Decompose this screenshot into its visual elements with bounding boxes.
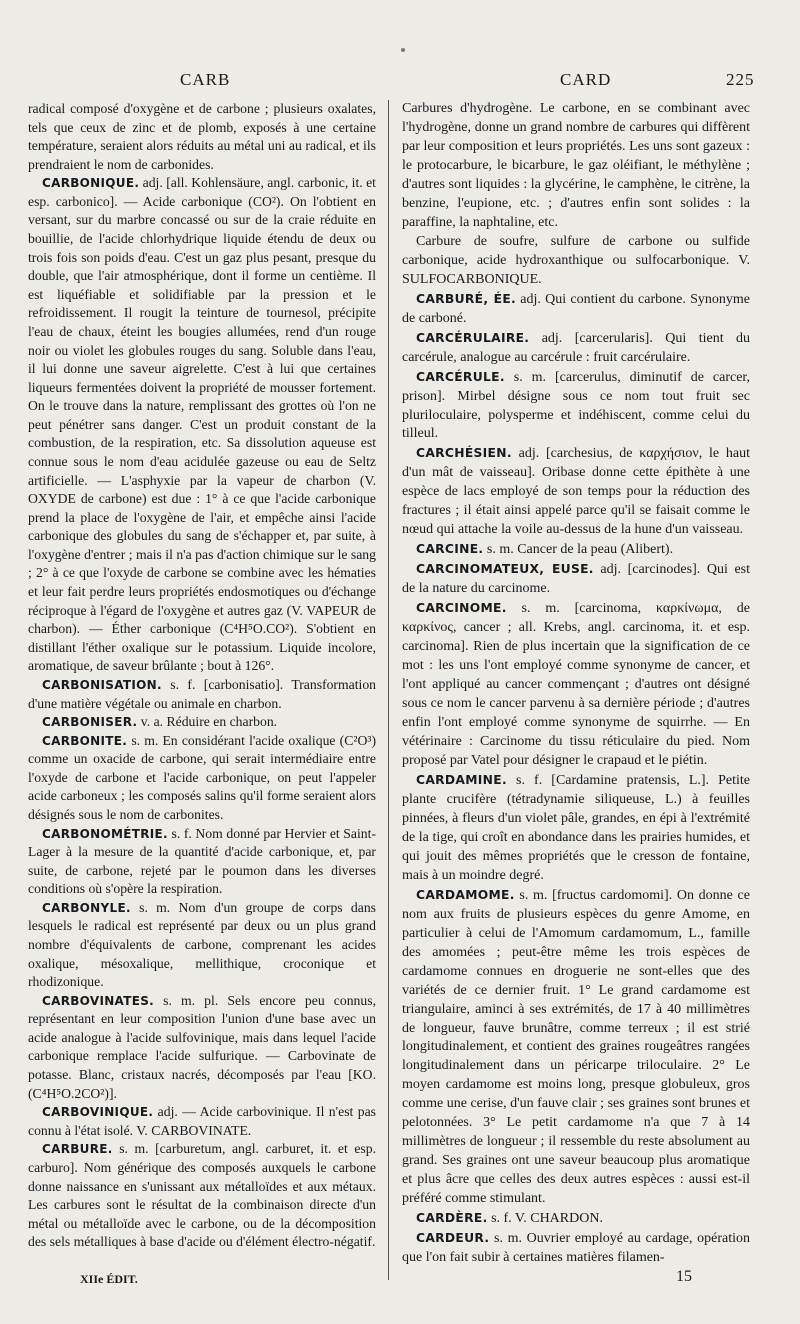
entry-carbonique: [28, 174, 376, 676]
headword: CARBURÉ, ÉE.: [416, 291, 517, 306]
running-head-right: CARD: [560, 70, 612, 89]
entry-text: s. m. Nom d'un groupe de corps dans lesquels le radical est représenté par deux ou un plus grand nombre d'équivalents de carbone, comprenant les acides oxalique, mésoxalique, mellithique, croconique et rhodizonique.: [28, 899, 377, 990]
entry-text: Carbures d'hydrogène. Le carbone, en se combinant avec l'hydrogène, donne un grand nombre de carbures qui diffèrent par leur composition et leurs propriétés. Les uns sont gazeux : le protocarbure, le bicarbure, le gaz oléifiant, le méthylène ; d'autres sont liquides : la glycérine, le camphène, le citrène, la benzine, l'eupione, etc. ; d'autres enfin sont solides : la paraffine, la naphtaline, etc.: [402, 101, 750, 230]
entry-text: s. f. Nom donné par Hervier et Saint-Lager à la mesure de la quantité d'acide carbonique, et, par suite, de carbone, rejeté par le poumon dans les diverses conditions où s'opère la respiration.: [28, 825, 377, 897]
headword: CARBONIQUE.: [42, 176, 140, 191]
entry-carbovinates: [28, 992, 376, 1103]
entry-text: adj. [carchesius, de καρχήσιον, le haut d'un mât de vaisseau]. Oribase donne cette épithète à une espèce de lacs employé de son temps pour la réduction des fractures ; il était ainsi appelé parce qu'il se faisait comme le nœud qui attache la voile au-dessus de la hune d'un vaisseau.: [402, 446, 751, 538]
entry-text: s. m. [carcinoma, καρκίνωμα, de καρκίνος, cancer ; all. Krebs, angl. carcinoma, it. et esp. carcinoma]. Rien de plus incertain que la signification de ce mot : les uns l'ont employé comme synonyme de cancer, et l'ont appliqué au cancer commençant ; d'autres ont désigné sous ce nom le cancer parvenu à sa dernière période ; d'autres enfin l'ont employé comme synonyme de squirrhe. — En vétérinaire : Carcinome du tissu réticulaire du pied. Nom proposé par Vatel pour désigner le crapaud et le piétin.: [402, 601, 750, 768]
entry-carbonyle: [28, 899, 376, 992]
entry-text: s. m. Cancer de la peau (Alibert).: [486, 542, 674, 558]
headword: CARCÉRULE.: [416, 369, 505, 384]
right-column: [402, 100, 750, 1268]
signature-mark: 15: [676, 1268, 692, 1285]
print-mark: [401, 48, 405, 52]
entry-text: s. m. Ouvrier employé au cardage, opération que l'on fait subir à certaines matières filamen-: [402, 1231, 751, 1266]
entry-carchesien: [402, 444, 750, 540]
headword: CARDEUR.: [416, 1231, 490, 1246]
headword: CARBOVINIQUE.: [42, 1105, 154, 1120]
entry-carbonisation: [28, 676, 376, 713]
entry-text: Carbure de soufre, sulfure de carbone ou sulfide carbonique, acide hydroxanthique ou sulfocarbonique. V. SULFOCARBONIQUE.: [402, 233, 750, 287]
headword: CARBURE.: [42, 1142, 113, 1157]
headword: CARBONYLE.: [42, 900, 131, 915]
headword: CARBOVINATES.: [42, 993, 154, 1008]
headword: CARCINOMATEUX, EUSE.: [416, 562, 594, 577]
entry-text: adj. [carcinodes]. Qui est de la nature du carcinome.: [402, 562, 750, 597]
entry-text: v. a. Réduire en charbon.: [140, 714, 278, 730]
page-number: 225: [726, 70, 755, 89]
entry-carcerule: [402, 368, 750, 445]
entry-carcerulaire: [402, 329, 750, 368]
entry-text: adj. Qui contient du carbone. Synonyme de carboné.: [402, 291, 750, 326]
entry-carbure: [28, 1140, 376, 1251]
entry-text: s. f. [Cardamine pratensis, L.]. Petite plante crucifère (tétradynamie siliqueuse, L.) à feuilles pinnées, à fleurs d'un violet pâle, grandes, en épi à l'extrémité de la tige, qui croît en abondance dans les prairies humides, et qui jouit des mêmes propriétés que le cresson de fontaine, mais à un moindre degré.: [402, 772, 751, 883]
headword: CARBONISER.: [42, 715, 138, 730]
running-head-left: CARB: [180, 70, 231, 89]
entry-carbonometrie: [28, 825, 376, 899]
entry-carbovinique: [28, 1103, 376, 1140]
entry-text: s. m. pl. Sels encore peu connus, représentant en leur composition l'union d'une base avec un acide analogue à l'acide sulfovinique, mais dans lequel l'acide carbonique remplace l'acide sulfurique. — Carbovinate de potasse. Blanc, cristaux nacrés, décomposés par l'eau [KO.(C⁴H⁵O.2CO²)].: [28, 992, 376, 1101]
entry-continuation: [28, 100, 376, 174]
entry-text: s. m. En considérant l'acide oxalique (C²O³) comme un oxacide de carbone, qui serait intermédiaire entre l'oxyde de carbone et l'acide carbonique, on peut l'appeler acide carboneux ; les composés salins qu'il forme seraient alors désignés sous le nom de carbonites.: [28, 732, 376, 822]
headword: CARDÈRE.: [416, 1211, 488, 1226]
headword: CARBONITE.: [42, 733, 128, 748]
headword: CARCÉRULAIRE.: [416, 330, 530, 345]
entry-carcine: [402, 540, 750, 560]
entry-text: adj. — Acide carbovinique. Il n'est pas connu à l'état isolé. V. CARBOVINATE.: [28, 1104, 376, 1138]
entry-text: s. m. [fructus cardomomi]. On donne ce nom aux fruits de plusieurs espèces du genre Amome, en particulier à celui de l'Amomum cardamomum, L., famille des amomées ; peut-être même les trois espèces de cardamome connues en droguerie ne sont-elles que des variétés de ce dernier fruit. 1° Le grand cardamome est triangulaire, aminci à ses extrémités, de 17 à 40 millimètres de longueur, fauve brunâtre, comme terreux ; il est strié longitudinalement, et contient des graines rougeâtres rangées longitudinalement dans un péricarpe triloculaire. 2° Le moyen cardamome est moins long, presque globuleux, gros comme une cerise, d'un fauve clair ; ses graines sont brunes et pelotonnées. 3° Le petit cardamome n'a que 7 à 14 millimètres de longueur ; il ressemble du reste absolument au grand. Ses graines ont une saveur beaucoup plus aromatique et plus âcre que celles des deux autres espèces : aussi est-il préféré comme stimulant.: [402, 887, 750, 1207]
edition-mark: XIIe ÉDIT.: [80, 1272, 138, 1286]
entry-carbonite: [28, 732, 376, 825]
headword: CARCINOME.: [416, 601, 507, 616]
entry-cardamome: [402, 886, 750, 1209]
entry-text: adj. [all. Kohlensäure, angl. carbonic, it. et esp. carbonico]. — Acide carbonique (CO²). On l'obtient en versant, sur du marbre concassé ou sur de la craie réduite en bouillie, de l'acide chlorhydrique liquide étendu de deux ou trois fois son poids d'eau. C'est un gaz plus pesant, presque du double, que l'air atmosphérique, dont il forme un centième. Il est liquéfiable et solidifiable par la pression et le refroidissement. Il rougit la teinture de tournesol, précipite l'eau de chaux, éteint les bougies allumées, rend d'un rouge noir ou violet les globules rouges du sang. Soluble dans l'eau, il lui donne une saveur aigrelette. C'est à lui que certaines liqueurs fermentées doivent la propriété de mousser fortement. On le trouve dans la nature, remplissant des grottes où l'on ne peut pénétrer sans danger. C'est un produit constant de la combustion, de la respiration, etc. Sa dissolution aqueuse est connue sous le nom d'eau acidulée gazeuse ou eau de Seltz artificielle. — L'asphyxie par la vapeur de charbon (V. OXYDE de carbone) est due : 1° à ce que l'acide carbonique prend la place de l'oxygène de l'air, et empêche ainsi l'acide carbonique des globules du sang de s'échapper et, par suite, à l'oxygène d'entrer ; mais il n'a pas d'action chimique sur le sang ; 2° à ce que l'oxyde de carbone se combine avec les hématies et leur fait perdre leurs propriétés endosmotiques ou d'échange réciproque à l'égard de l'oxygène et autres gaz (V. VAPEUR de charbon). — Éther carbonique (C⁴H⁵O.CO²). S'obtient en distillant l'éther oxalique sur le potassium. Liquide incolore, aromatique, de saveur brûlante ; bout à 126°.: [28, 175, 376, 674]
headword: CARCINE.: [416, 542, 484, 557]
entry-continuation: [402, 233, 750, 290]
headword: CARBONISATION.: [42, 677, 162, 692]
entry-text: s. m. [carcerulus, diminutif de carcer, prison]. Mirbel désigne sous ce nom tout fruit sec pluriloculaire, polysperme et indéhiscent, comme celui du tilleul.: [402, 369, 751, 442]
headword: CARDAMOME.: [416, 887, 515, 902]
headword: CARDAMINE.: [416, 772, 507, 787]
entry-carcinomateux-euse: [402, 560, 750, 599]
entry-carcinome: [402, 599, 750, 771]
entry-carboniser: [28, 713, 376, 732]
entry-text: adj. [carcerularis]. Qui tient du carcérule, analogue au carcérule : fruit carcérulaire.: [402, 330, 751, 365]
entry-carbure-ee: [402, 290, 750, 329]
headword: CARBONOMÉTRIE.: [42, 826, 168, 841]
headword: CARCHÉSIEN.: [416, 446, 512, 461]
entry-cardamine: [402, 771, 750, 886]
entry-cardeur: [402, 1229, 750, 1268]
entry-continuation: [402, 100, 750, 233]
column-divider: [388, 100, 389, 1280]
left-column: [28, 100, 376, 1252]
entry-text: radical composé d'oxygène et de carbone ; plusieurs oxalates, tels que ceux de zinc et de plomb, exposés à une certaine température, seraient alors réduits au métal uni au radical, et ils prendraient le nom de carbonides.: [28, 101, 376, 172]
entry-text: s. f. V. CHARDON.: [491, 1211, 603, 1227]
entry-text: s. m. [carburetum, angl. carburet, it. et esp. carburo]. Nom générique des composés auxquels le carbone donne naissance en s'unissant aux métalloïdes et aux métaux. Les carbures sont le résultat de la combinaison directe d'un métal ou métalloïde avec le carbone, ou de la décomposition des sels métalliques à base d'acide ou d'élément électro-négatif.: [28, 1141, 377, 1250]
entry-cardere: [402, 1209, 750, 1229]
entry-text: s. f. [carbonisatio]. Transformation d'une matière végétale ou animale en charbon.: [28, 676, 377, 711]
